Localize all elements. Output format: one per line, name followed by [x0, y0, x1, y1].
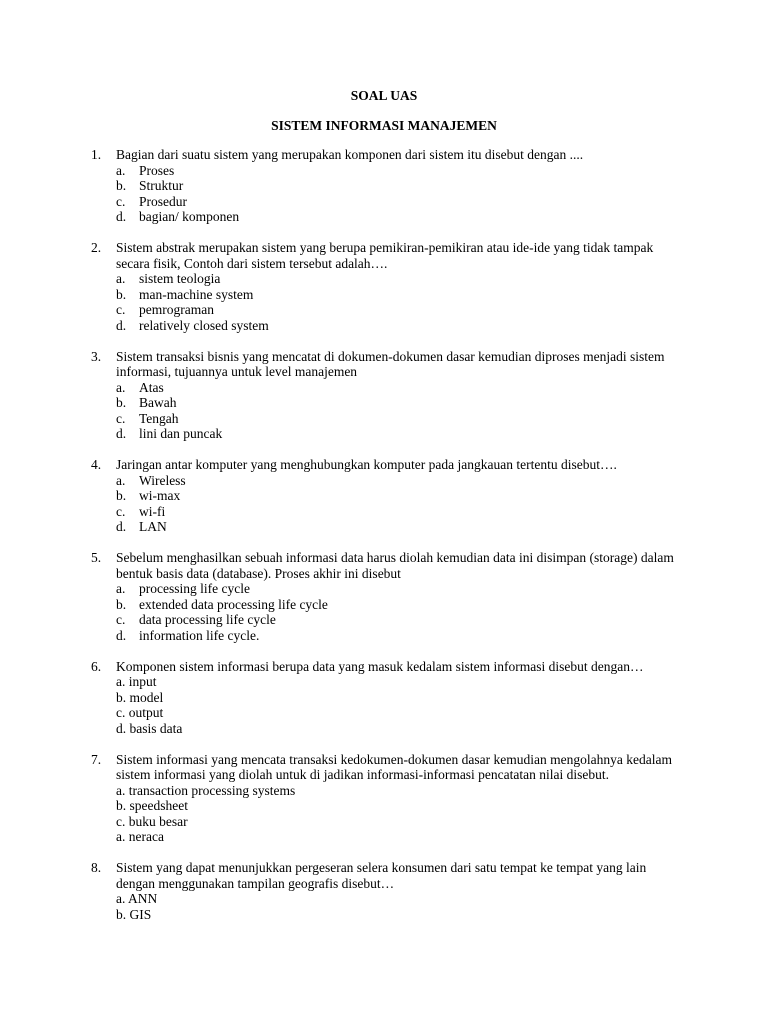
option-text: processing life cycle — [139, 581, 250, 596]
option-text: wi-max — [139, 488, 181, 503]
question-number: 5. — [91, 550, 102, 565]
option-letter: d. — [116, 627, 127, 643]
question-item — [88, 550, 688, 643]
option-text: ANN — [128, 891, 158, 906]
answer-option — [116, 829, 688, 845]
question-text: Bagian dari suatu sistem yang merupakan komponen dari sistem itu disebut dengan .... — [116, 147, 584, 162]
answer-option — [116, 891, 688, 907]
option-letter: b. — [116, 286, 127, 302]
question-item — [88, 147, 688, 225]
option-text: model — [129, 689, 164, 705]
question-text: Komponen sistem informasi berupa data yang masuk kedalam sistem informasi disebut dengan… — [116, 658, 644, 674]
question-item — [88, 659, 688, 737]
option-text: GIS — [129, 906, 152, 922]
option-text: speedsheet — [129, 798, 188, 813]
answer-option — [116, 411, 688, 427]
option-text: Proses — [139, 162, 175, 178]
option-letter: a. — [116, 581, 126, 596]
option-text: Wireless — [139, 472, 186, 488]
question-number: 4. — [91, 457, 102, 472]
option-text: pemrograman — [139, 302, 214, 317]
answer-option — [116, 287, 688, 303]
option-text: basis data — [129, 720, 183, 736]
answer-option — [116, 380, 688, 396]
question-number: 6. — [91, 658, 102, 674]
question-item — [88, 752, 688, 845]
document-subtitle: SISTEM INFORMASI MANAJEMEN — [271, 118, 497, 133]
answer-options — [116, 380, 688, 442]
option-letter: d. — [116, 426, 127, 441]
option-text: Struktur — [139, 178, 184, 193]
option-text: neraca — [128, 829, 164, 844]
question-number: 7. — [91, 751, 102, 767]
answer-options — [116, 674, 688, 736]
answer-option — [116, 721, 688, 737]
question-number: 2. — [91, 240, 102, 255]
option-letter: b. — [116, 395, 127, 410]
answer-options — [116, 891, 688, 922]
answer-options — [116, 473, 688, 535]
option-text: Atas — [139, 379, 164, 395]
question-number: 8. — [91, 860, 102, 875]
document-title: SOAL UAS — [350, 88, 418, 103]
option-text: information life cycle. — [139, 627, 260, 643]
answer-options — [116, 783, 688, 845]
question-text: Sistem transaksi bisnis yang mencatat di dokumen-dokumen dasar kemudian diproses menjadi sistem informasi, tujuannya untuk level manajemen — [116, 348, 665, 379]
answer-option — [116, 705, 688, 721]
option-text: transaction processing systems — [128, 782, 296, 798]
option-letter: b. — [116, 488, 127, 503]
option-letter: b. — [116, 178, 127, 193]
option-letter: c. — [116, 705, 126, 720]
option-letter: a. — [116, 162, 126, 178]
answer-option — [116, 690, 688, 706]
answer-options — [116, 271, 688, 333]
option-letter: b. — [116, 689, 127, 705]
option-letter: c. — [116, 410, 126, 426]
option-text: buku besar — [128, 813, 188, 829]
answer-option — [116, 628, 688, 644]
question-number: 1. — [91, 147, 102, 162]
option-text: LAN — [139, 519, 167, 534]
option-text: Tengah — [139, 410, 179, 426]
option-letter: c. — [116, 503, 126, 519]
answer-option — [116, 504, 688, 520]
option-letter: d. — [116, 519, 127, 534]
option-letter: a. — [116, 472, 126, 488]
answer-option — [116, 612, 688, 628]
question-text: Jaringan antar komputer yang menghubungkan komputer pada jangkauan tertentu disebut…. — [116, 457, 617, 472]
option-text: Prosedur — [139, 193, 187, 209]
answer-option — [116, 302, 688, 318]
option-letter: a. — [116, 271, 126, 286]
question-text: Sistem yang dapat menunjukkan pergeseran selera konsumen dari satu tempat ke tempat yang lain dengan menggunakan tampilan geografis disebut… — [116, 860, 647, 891]
answer-option — [116, 194, 688, 210]
option-letter: b. — [116, 596, 127, 612]
answer-option — [116, 488, 688, 504]
option-text: wi-fi — [139, 503, 166, 519]
answer-options — [116, 163, 688, 225]
answer-option — [116, 798, 688, 814]
question-item — [88, 860, 688, 922]
option-letter: a. — [116, 782, 126, 798]
option-letter: c. — [116, 302, 126, 317]
question-text: Sistem abstrak merupakan sistem yang berupa pemikiran-pemikiran atau ide-ide yang tidak tampak secara fisik, Contoh dari sistem tersebut adalah…. — [116, 240, 654, 271]
answer-option — [116, 271, 688, 287]
question-text: Sistem informasi yang mencata transaksi kedokumen-dokumen dasar kemudian mengolahnya kedalam sistem informasi yang diolah untuk di jadikan informasi-informasi pencatatan nilai disebut. — [116, 751, 672, 782]
option-letter: b. — [116, 906, 127, 922]
option-letter: d. — [116, 720, 127, 736]
option-text: Bawah — [139, 395, 177, 410]
answer-option — [116, 783, 688, 799]
option-letter: a. — [116, 674, 126, 689]
question-item — [88, 349, 688, 442]
option-letter: c. — [116, 813, 126, 829]
answer-option — [116, 163, 688, 179]
option-text: extended data processing life cycle — [139, 596, 328, 612]
option-letter: b. — [116, 798, 127, 813]
answer-option — [116, 519, 688, 535]
answer-options — [116, 581, 688, 643]
option-text: sistem teologia — [139, 271, 221, 286]
answer-option — [116, 178, 688, 194]
answer-option — [116, 209, 688, 225]
question-item — [88, 457, 688, 535]
option-text: data processing life cycle — [139, 612, 276, 627]
question-number: 3. — [91, 348, 102, 364]
answer-option — [116, 907, 688, 923]
option-text: lini dan puncak — [139, 426, 223, 441]
question-text: Sebelum menghasilkan sebuah informasi data harus diolah kemudian data ini disimpan (storage) dalam bentuk basis data (database). Proses akhir ini disebut — [116, 550, 674, 581]
option-letter: a. — [116, 891, 126, 906]
answer-option — [116, 814, 688, 830]
answer-option — [116, 473, 688, 489]
option-letter: c. — [116, 193, 126, 209]
answer-option — [116, 426, 688, 442]
option-letter: d. — [116, 209, 127, 224]
answer-option — [116, 395, 688, 411]
option-text: man-machine system — [139, 286, 254, 302]
question-list — [88, 147, 688, 938]
option-letter: d. — [116, 317, 127, 333]
answer-option — [116, 674, 688, 690]
answer-option — [116, 318, 688, 334]
option-text: relatively closed system — [139, 317, 269, 333]
question-item — [88, 240, 688, 333]
option-letter: a. — [116, 379, 126, 395]
option-text: input — [128, 674, 157, 689]
option-text: output — [128, 705, 164, 720]
option-letter: c. — [116, 612, 126, 627]
answer-option — [116, 581, 688, 597]
option-letter: a. — [116, 829, 126, 844]
answer-option — [116, 597, 688, 613]
option-text: bagian/ komponen — [139, 209, 240, 224]
